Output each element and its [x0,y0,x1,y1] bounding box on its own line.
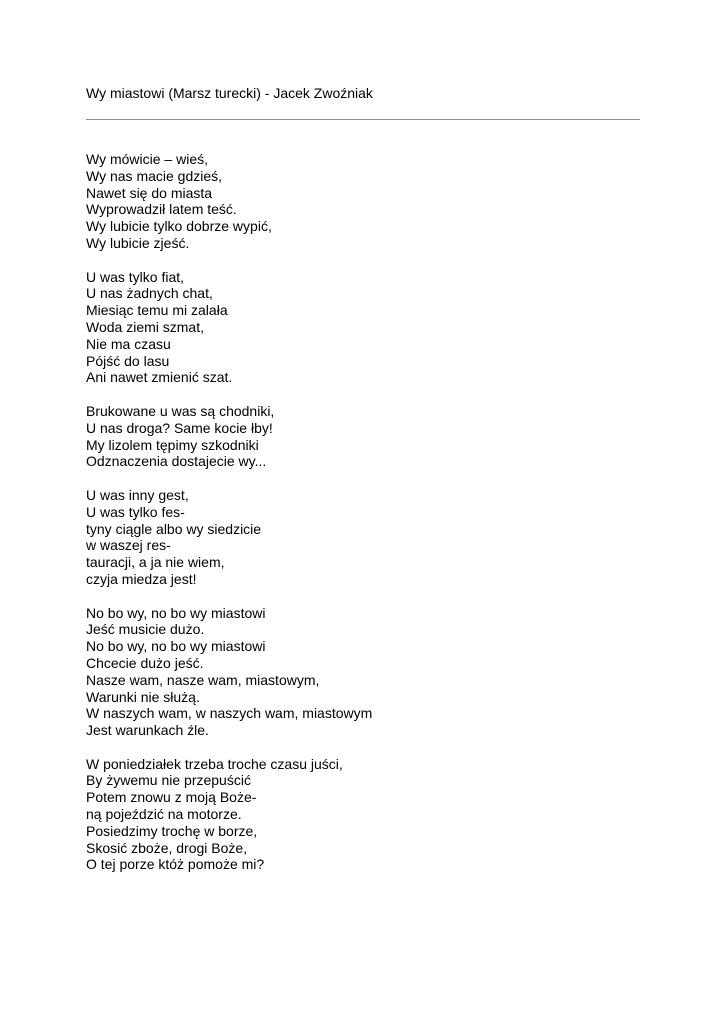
poem-line: Nawet się do miasta [86,184,213,201]
poem-line: Nie ma czasu [86,335,171,352]
poem-line: W poniedziałek trzeba troche czasu juści, [86,755,343,772]
poem-line: U was tylko fiat, [86,268,185,285]
poem-line: Ani nawet zmienić szat. [86,369,233,386]
poem-line: czyja miedza jest! [86,570,197,587]
poem-line: My lizolem tępimy szkodniki [86,436,259,453]
poem-stanza [86,403,646,470]
poem-stanza [86,269,646,387]
poem-line: U nas żadnych chat, [86,285,213,302]
poem-line: W naszych wam, w naszych wam, miastowym [86,705,373,722]
poem-line: Wy nas macie gdzieś, [86,167,223,184]
poem-line: Wy lubicie tylko dobrze wypić, [86,218,272,235]
poem-line: O tej porze któż pomoże mi? [86,856,265,873]
poem-body [86,151,646,890]
poem-line: w waszej res- [86,537,171,554]
poem-line: U was inny gest, [86,486,189,503]
poem-line: Jeść musicie dużo. [86,621,205,638]
poem-stanza [86,605,646,739]
poem-line: Jest warunkach źle. [86,722,209,739]
poem-line: Brukowane u was są chodniki, [86,402,275,419]
poem-line: Wy mówicie – wieś, [86,151,209,167]
poem-line: Wy lubicie zjeść. [86,234,190,251]
poem-line: Miesiąc temu mi zalała [86,302,228,319]
poem-line: Woda ziemi szmat, [86,318,204,335]
poem-stanza [86,151,646,252]
poem-line: ną pojeździć na motorze. [86,806,242,823]
poem-stanza [86,487,646,588]
poem-line: Odznaczenia dostajecie wy... [86,453,267,470]
poem-line: No bo wy, no bo wy miastowi [86,604,266,621]
poem-line: No bo wy, no bo wy miastowi [86,638,266,655]
poem-line: By żywemu nie przepuścić [86,772,251,789]
poem-line: U was tylko fes- [86,503,185,520]
document-title: Wy miastowi (Marsz turecki) - Jacek Zwoźniak [86,85,373,101]
poem-line: Potem znowu z moją Boże- [86,789,257,806]
poem-line: Pójść do lasu [86,352,170,369]
poem-line: U nas droga? Same kocie łby! [86,419,273,436]
poem-line: tyny ciągle albo wy siedzicie [86,520,262,537]
title-divider [86,119,640,120]
poem-line: Chcecie dużo jeść. [86,654,204,671]
poem-line: Warunki nie służą. [86,688,200,705]
poem-line: Wyprowadził latem teść. [86,201,237,218]
poem-line: Nasze wam, nasze wam, miastowym, [86,671,320,688]
poem-line: Posiedzimy trochę w borze, [86,822,258,839]
poem-line: Skosić zboże, drogi Boże, [86,839,248,856]
poem-stanza [86,756,646,874]
poem-line: tauracji, a ja nie wiem, [86,554,225,571]
